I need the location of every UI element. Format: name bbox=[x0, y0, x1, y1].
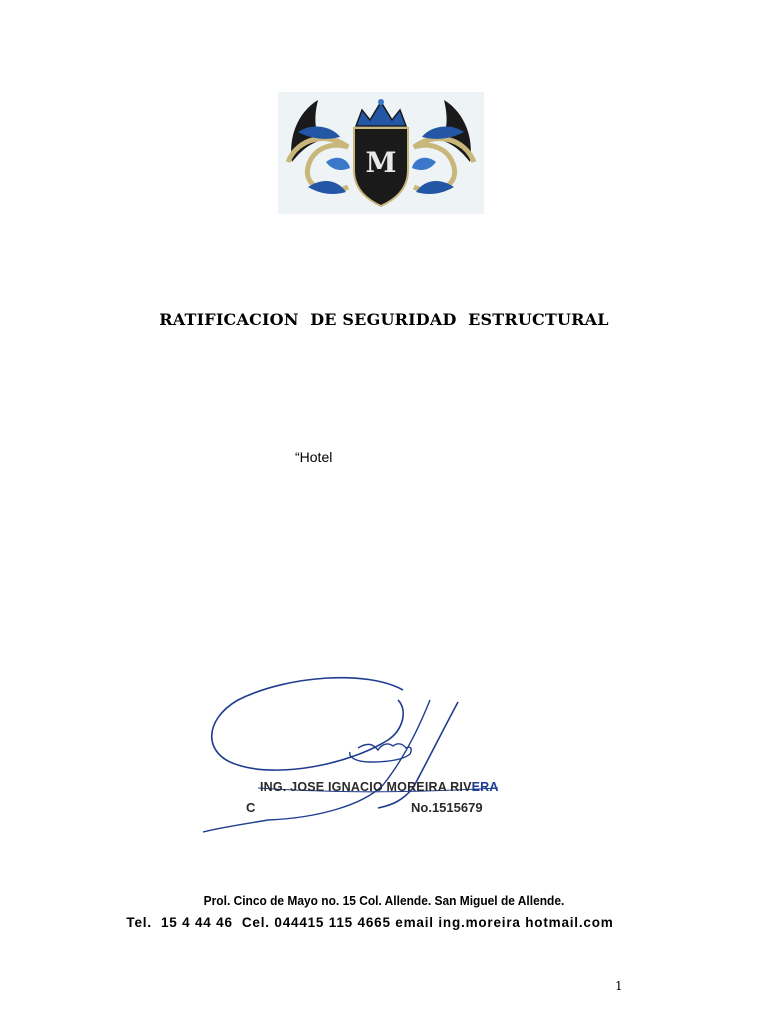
signature-cedula-number: No.1515679 bbox=[411, 800, 483, 815]
footer-address: Prol. Cinco de Mayo no. 15 Col. Allende. San Miguel de Allende. bbox=[203, 893, 565, 908]
crest-logo-icon bbox=[278, 92, 484, 214]
hotel-text: “Hotel bbox=[295, 449, 333, 465]
signature-name-main: ING. JOSE IGNACIO MOREIRA RIV bbox=[260, 780, 472, 794]
footer-contact: Tel. 15 4 44 46 Cel. 044415 115 4665 email ing.moreira hotmail.com bbox=[126, 915, 614, 930]
document-title: RATIFICACION DE SEGURIDAD ESTRUCTURAL bbox=[159, 310, 609, 329]
signature-c-label: C bbox=[246, 800, 256, 815]
signature-name bbox=[260, 780, 499, 794]
logo-monogram: M bbox=[365, 146, 397, 179]
signature-name-tail: ERA bbox=[471, 780, 499, 794]
page-number: 1 bbox=[615, 979, 623, 993]
